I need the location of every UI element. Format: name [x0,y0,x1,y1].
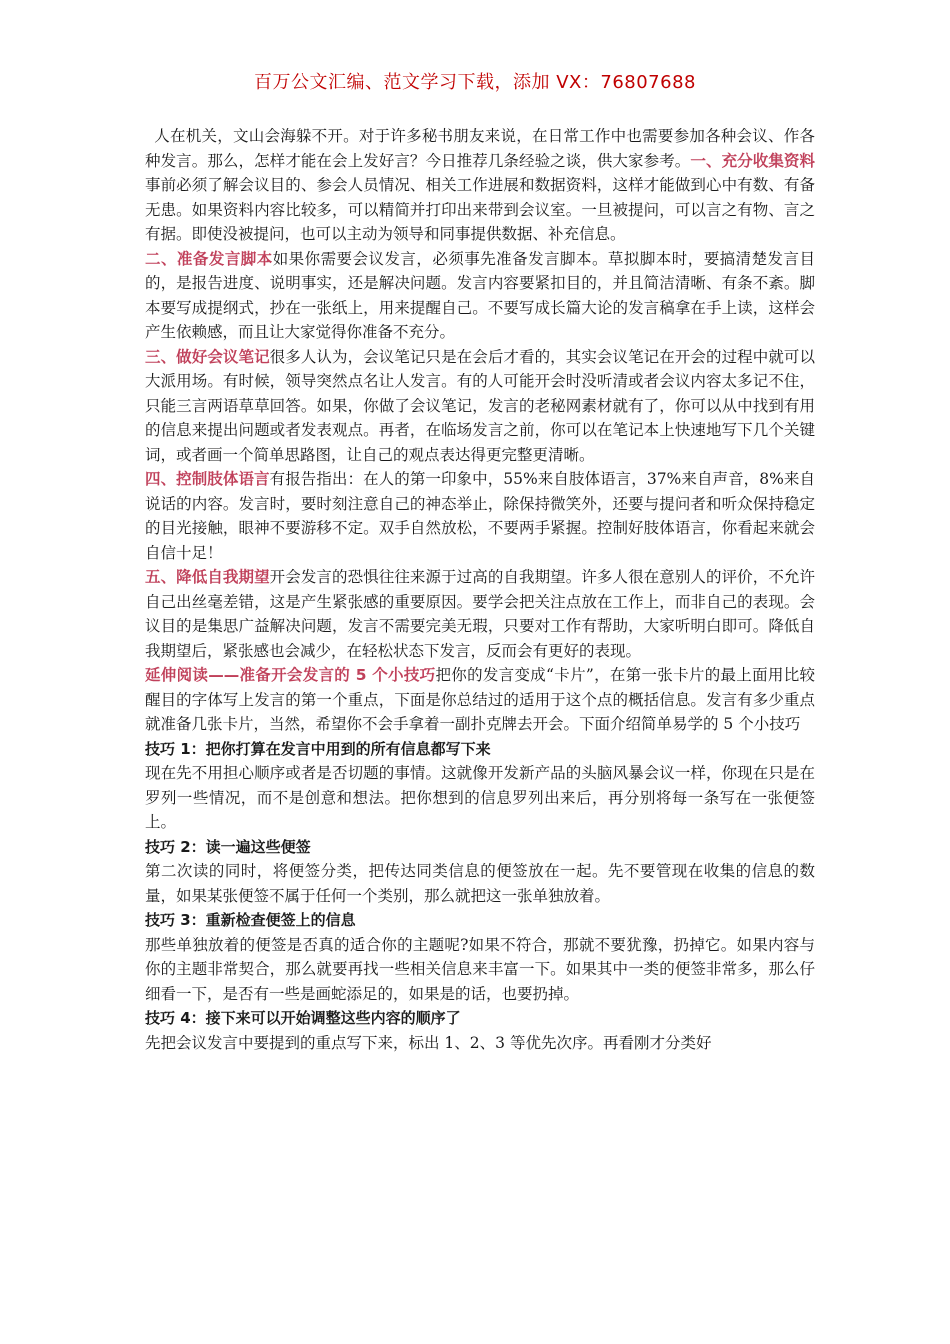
section-text-1: 事前必须了解会议目的、参会人员情况、相关工作进展和数据资料，这样才能做到心中有数、有备无患。如果资料内容比较多，可以精简并打印出来带到会议室。一旦被提问，可以言之有物、言之有据。即使没被提问，也可以主动为领导和同事提供数据、补充信息。 [145,176,815,243]
section-paragraph-4 [145,467,815,565]
extended-reading-heading: 延伸阅读——准备开会发言的 5 个小技巧 [145,666,436,684]
tip-text-3: 那些单独放着的便签是否真的适合你的主题呢?如果不符合，那就不要犹豫，扔掉它。如果内容与你的主题非常契合，那么就要再找一些相关信息来丰富一下。如果其中一类的便签非常多，那么仔细看一下，是否有一些是画蛇添足的，如果是的话，也要扔掉。 [145,935,815,1003]
intro-text: 人在机关，文山会海躲不开。对于许多秘书朋友来说，在日常工作中也需要参加各种会议、作各种发言。那么，怎样才能在会上发好言？今日推荐几条经验之谈，供大家参考。 [145,127,815,170]
tip-text-2: 第二次读的同时，将便签分类，把传达同类信息的便签放在一起。先不要管现在收集的信息的数量，如果某张便签不属于任何一个类别，那么就把这一张单独放着。 [145,862,815,905]
section-text-5: 开会发言的恐惧往往来源于过高的自我期望。许多人很在意别人的评价，不允许自己出丝毫差错，这是产生紧张感的重要原因。要学会把关注点放在工作上，而非自己的表现。会议目的是集思广益解决问题，发言不需要完美无瑕，只要对工作有帮助，大家听明白即可。降低自我期望后，紧张感也会减少，在轻松状态下发言，反而会有更好的表现。 [145,568,815,660]
tip-text-1: 现在先不用担心顺序或者是否切题的事情。这就像开发新产品的头脑风暴会议一样，你现在只是在罗列一些情况，而不是创意和想法。把你想到的信息罗列出来后，再分别将每一条写在一张便签上。 [145,764,815,831]
section-heading-2: 二、准备发言脚本 [145,249,273,268]
section-paragraph-2 [145,247,815,345]
tip-heading-2: 技巧 2：读一遍这些便签 [145,837,311,856]
tip-heading-4: 技巧 4：接下来可以开始调整这些内容的顺序了 [145,1009,461,1027]
article-body [145,124,815,1055]
section-text-2: 如果你需要会议发言，必须事先准备发言脚本。草拟脚本时，要搞清楚发言目的，是报告进度、说明事实，还是解决问题。发言内容要紧扣目的，并且简洁清晰、有条不紊。脚本要写成提纲式，抄在一张纸上，用来提醒自己。不要写成长篇大论的发言稿拿在手上读，这样会产生依赖感，而且让大家觉得你准备不充分。 [145,249,815,341]
intro-paragraph [145,124,815,247]
section-text-4: 有报告指出：在人的第一印象中，55%来自肢体语言，37%来自声音，8%来自说话的内容。发言时，要时刻注意自己的神态举止，除保持微笑外，还要与提问者和听众保持稳定的目光接触，眼神不要游移不定。双手自然放松，不要两手紧握。控制好肢体语言，你看起来就会自信十足！ [145,470,815,562]
extended-reading-paragraph [145,663,815,737]
section-paragraph-3 [145,345,815,468]
tip-text-4: 先把会议发言中要提到的重点写下来，标出 1、2、3 等优先次序。再看刚才分类好 [145,1033,712,1052]
section-heading-5: 五、降低自我期望 [145,568,270,586]
tip-heading-1: 技巧 1：把你打算在发言中用到的所有信息都写下来 [145,739,491,758]
tip-heading-3: 技巧 3：重新检查便签上的信息 [145,911,356,929]
section-heading-3: 三、做好会议笔记 [145,347,270,366]
extended-reading-text: 把你的发言变成“卡片”，在第一张卡片的最上面用比较醒目的字体写上发言的第一个重点，下面是你总结过的适用于这个点的概括信息。发言有多少重点就准备几张卡片，当然，希望你不会手拿着一副扑克牌去开会。下面介绍简单易学的 5 个小技巧 [145,666,815,733]
section-paragraph-5 [145,565,815,663]
page-header-title: 百万公文汇编、范文学习下载，添加 VX：76807688 [254,72,696,93]
section-text-3: 很多人认为，会议笔记只是在会后才看的，其实会议笔记在开会的过程中就可以大派用场。有时候，领导突然点名让人发言。有的人可能开会时没听清或者会议内容太多记不住，只能三言两语草草回答。如果，你做了会议笔记，发言的老秘网素材就有了，你可以从中找到有用的信息来提出问题或者发表观点。再者，在临场发言之前，你可以在笔记本上快速地写下几个关键词，或者画一个简单思路图，让自己的观点表达得更完整更清晰。 [145,347,815,464]
section-heading-1: 一、充分收集资料 [690,151,815,170]
section-heading-4: 四、控制肢体语言 [145,470,270,488]
